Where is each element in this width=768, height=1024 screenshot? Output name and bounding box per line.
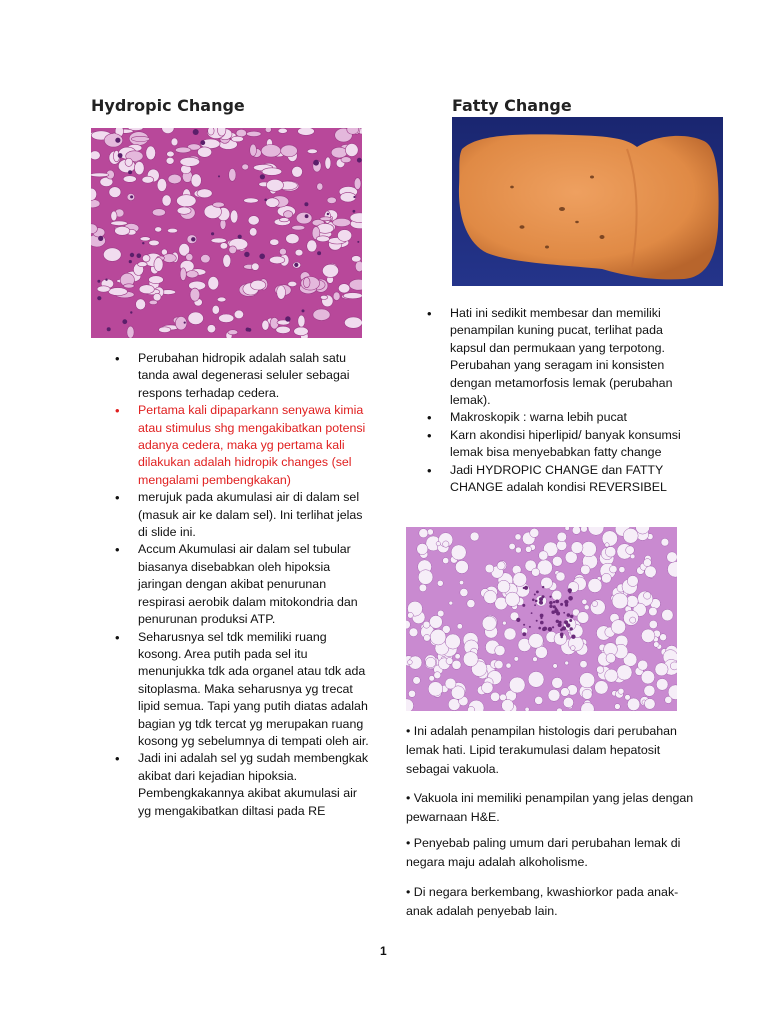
fatty-bullet-item: • Jadi HYDROPIC CHANGE dan FATTY CHANGE adalah kondisi REVERSIBEL — [427, 462, 692, 497]
hydropic-bullet-list — [115, 350, 370, 820]
fatty-bullet-item: • Hati ini sedikit membesar dan memiliki penampilan kuning pucat, terlihat pada kapsul dan permukaan yang terpotong. Perubahan yang seragam ini konsisten dengan metamorfosis lemak (perubahan lemak). — [427, 305, 692, 409]
hydropic-change-heading: Hydropic Change — [91, 96, 245, 115]
fatty-histology-paragraph-1: • Ini adalah penampilan histologis dari perubahan lemak hati. Lipid terakumulasi dalam hepatosit sebagai vakuola. — [406, 724, 677, 776]
fatty-histology-paragraph-3: • Penyebab paling umum dari perubahan lemak di negara maju adalah alkoholisme. — [406, 836, 681, 869]
fatty-histology-paragraph-4: • Di negara berkembang, kwashiorkor pada anak-anak adalah penyebab lain. — [406, 885, 679, 918]
fatty-bullet-item: • Makroskopik : warna lebih pucat — [427, 409, 692, 426]
fatty-change-histology-image — [406, 527, 677, 711]
fatty-histology-paragraph-2: • Vakuola ini memiliki penampilan yang jelas dengan pewarnaan H&E. — [406, 791, 694, 824]
fatty-change-heading: Fatty Change — [452, 96, 572, 115]
hydropic-bullet-item: • Pertama kali dipaparkann senyawa kimia atau stimulus shg mengakibatkan potensi adanya cedera, maka yg pertama kali dilakukan adalah hidropik changes (sel mengalami pembengkakan) — [115, 402, 370, 489]
fatty-liver-gross-image — [452, 117, 723, 286]
hydropic-bullet-item: • Seharusnya sel tdk memiliki ruang kosong. Area putih pada sel itu menunjukka tdk ada organel atau tdk ada sitoplasma. Maka seharusnya yg trecat lipid semua. Tapi yang putih diatas adalah bagian yg tdk tercat yg merupakan ruang kosong yg sebelumnya di tempati oleh air. — [115, 629, 370, 751]
hydropic-bullet-item: • merujuk pada akumulasi air di dalam sel (masuk air ke dalam sel). Ini terlihat jelas di slide ini. — [115, 489, 370, 541]
hydropic-bullet-item: • Jadi ini adalah sel yg sudah membengkak akibat dari kejadian hipoksia. Pembengkakannya akibat akumulasi air yg mengakibatkan diltasi pada RE — [115, 750, 370, 820]
hydropic-histology-image — [91, 128, 362, 338]
fatty-bullet-item: • Karn akondisi hiperlipid/ banyak konsumsi lemak bisa menyebabkan fatty change — [427, 427, 692, 462]
hydropic-bullet-item: • Perubahan hidropik adalah salah satu tanda awal degenerasi seluler sebagai respons terhadap cedera. — [115, 350, 370, 402]
page-number: 1 — [380, 944, 387, 958]
hydropic-bullet-item: • Accum Akumulasi air dalam sel tubular biasanya disebabkan oleh hipoksia jaringan dengan akibat penurunan respirasi aerobik dalam mitokondria dan penurunan produksi ATP. — [115, 541, 370, 628]
fatty-change-bullet-list — [427, 305, 692, 496]
